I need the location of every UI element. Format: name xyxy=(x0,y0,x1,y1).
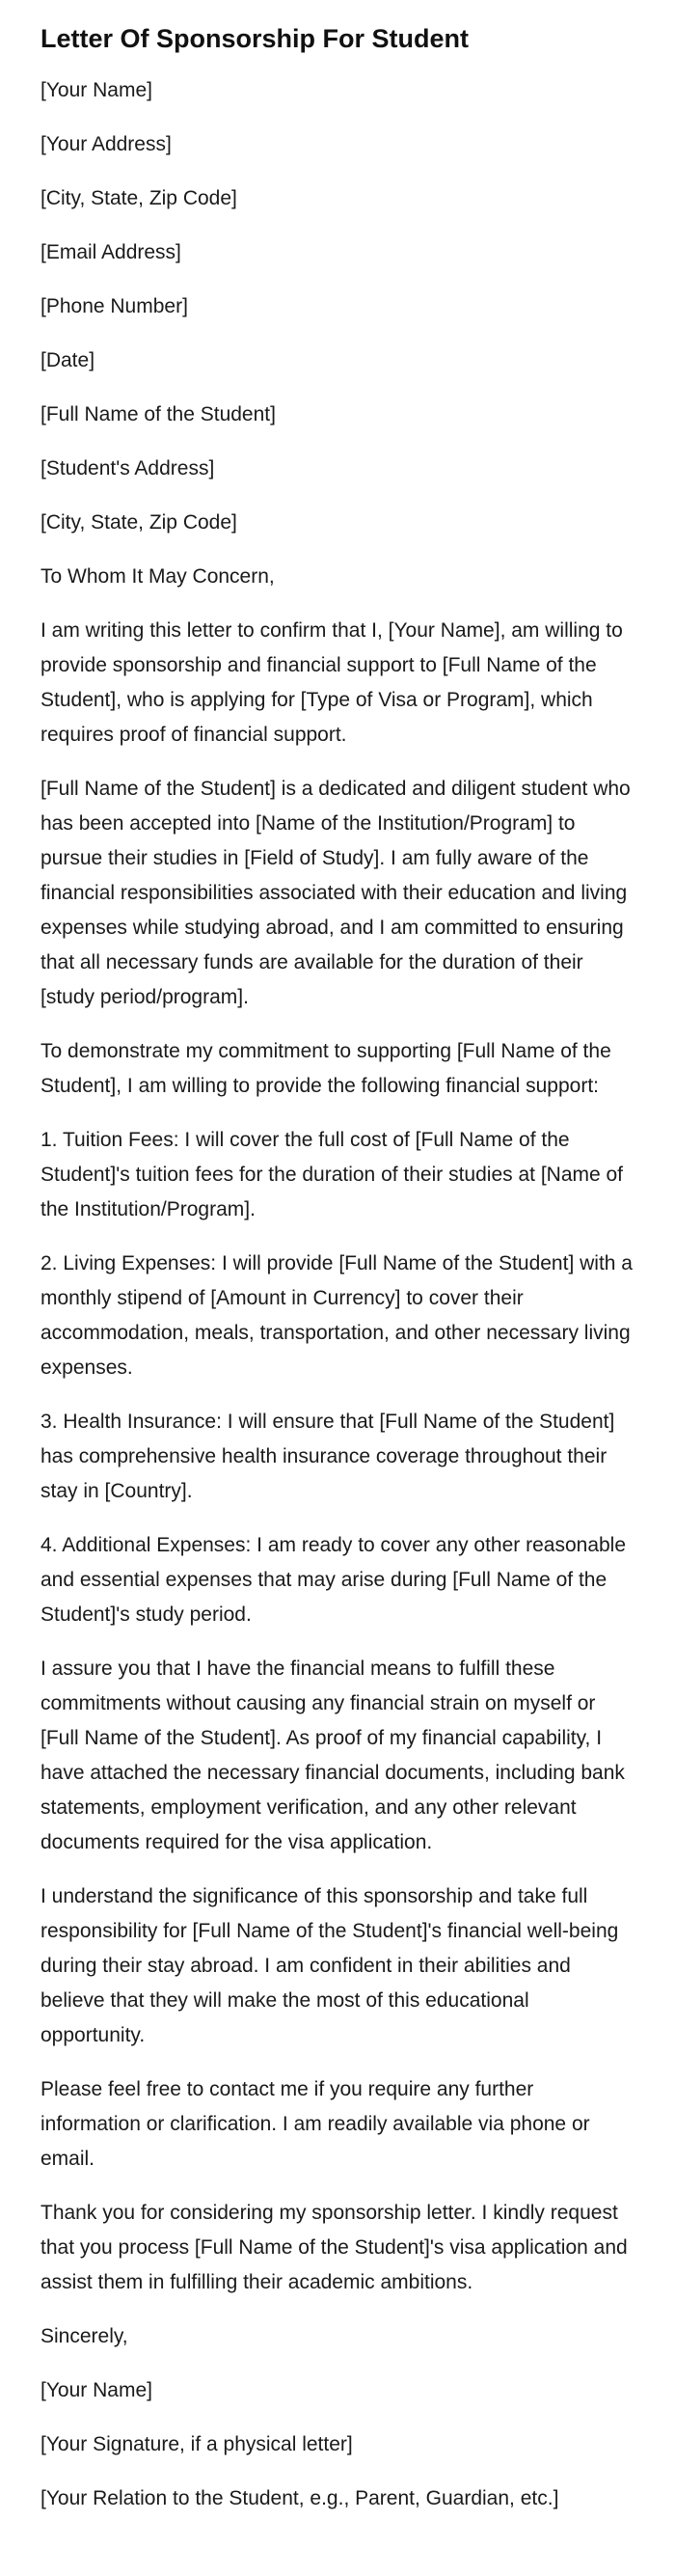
page-title: Letter Of Sponsorship For Student xyxy=(40,24,469,53)
list-item-additional-expenses: 4. Additional Expenses: I am ready to cover any other reasonable and essential expenses that may arise during [Full Name of the Student]'s study period. xyxy=(40,1534,627,1626)
signoff-relation: [Your Relation to the Student, e.g., Parent, Guardian, etc.] xyxy=(40,2487,559,2509)
sender-email: [Email Address] xyxy=(40,241,181,263)
letter-date: [Date] xyxy=(40,349,95,371)
salutation: To Whom It May Concern, xyxy=(40,565,275,588)
sender-city-state-zip: [City, State, Zip Code] xyxy=(40,187,237,209)
sender-address: [Your Address] xyxy=(40,133,172,155)
signoff-signature: [Your Signature, if a physical letter] xyxy=(40,2433,353,2455)
paragraph-responsibility: I understand the significance of this sponsorship and take full responsibility for [Full Name of the Student]'s financial well-being during their stay abroad. I am confident in their abilities and believe that they will make the most of this educational opportunity. xyxy=(40,1885,619,2046)
list-item-tuition-fees: 1. Tuition Fees: I will cover the full cost of [Full Name of the Student]'s tuition fees for the duration of their studies at [Name of the Institution/Program]. xyxy=(40,1129,624,1220)
closing: Sincerely, xyxy=(40,2325,128,2347)
sender-phone: [Phone Number] xyxy=(40,295,188,317)
paragraph-student-background: [Full Name of the Student] is a dedicated and diligent student who has been accepted into [Name of the Institution/Program] to pursue their studies in [Field of Study]. I am fully aware of the financial responsibilities associated with their education and living expenses while studying abroad, and I am committed to ensuring that all necessary funds are available for the duration of their [study period/program]. xyxy=(40,778,631,1008)
signoff-name: [Your Name] xyxy=(40,2379,152,2401)
paragraph-thanks: Thank you for considering my sponsorship letter. I kindly request that you process [Full Name of the Student]'s visa application and assist them in fulfilling their academic ambitions. xyxy=(40,2202,628,2293)
recipient-address: [Student's Address] xyxy=(40,457,215,480)
list-item-health-insurance: 3. Health Insurance: I will ensure that [Full Name of the Student] has comprehensive health insurance coverage throughout their stay in [Country]. xyxy=(40,1411,615,1502)
recipient-city-state-zip: [City, State, Zip Code] xyxy=(40,511,237,534)
paragraph-contact: Please feel free to contact me if you require any further information or clarification. I am readily available via phone or email. xyxy=(40,2078,590,2170)
list-item-living-expenses: 2. Living Expenses: I will provide [Full Name of the Student] with a monthly stipend of [Amount in Currency] to cover their accommodation, meals, transportation, and other necessary living expenses. xyxy=(40,1252,633,1379)
sender-name: [Your Name] xyxy=(40,79,152,101)
paragraph-commitment: To demonstrate my commitment to supporting [Full Name of the Student], I am willing to provide the following financial support: xyxy=(40,1040,611,1097)
recipient-name: [Full Name of the Student] xyxy=(40,403,276,425)
paragraph-intro: I am writing this letter to confirm that I, [Your Name], am willing to provide sponsorship and financial support to [Full Name of the Student], who is applying for [Type of Visa or Program], which requires proof of financial support. xyxy=(40,619,623,746)
paragraph-financial-means: I assure you that I have the financial means to fulfill these commitments without causing any financial strain on myself or [Full Name of the Student]. As proof of my financial capability, I have attached the necessary financial documents, including bank statements, employment verification, and any other relevant documents required for the visa application. xyxy=(40,1658,625,1853)
